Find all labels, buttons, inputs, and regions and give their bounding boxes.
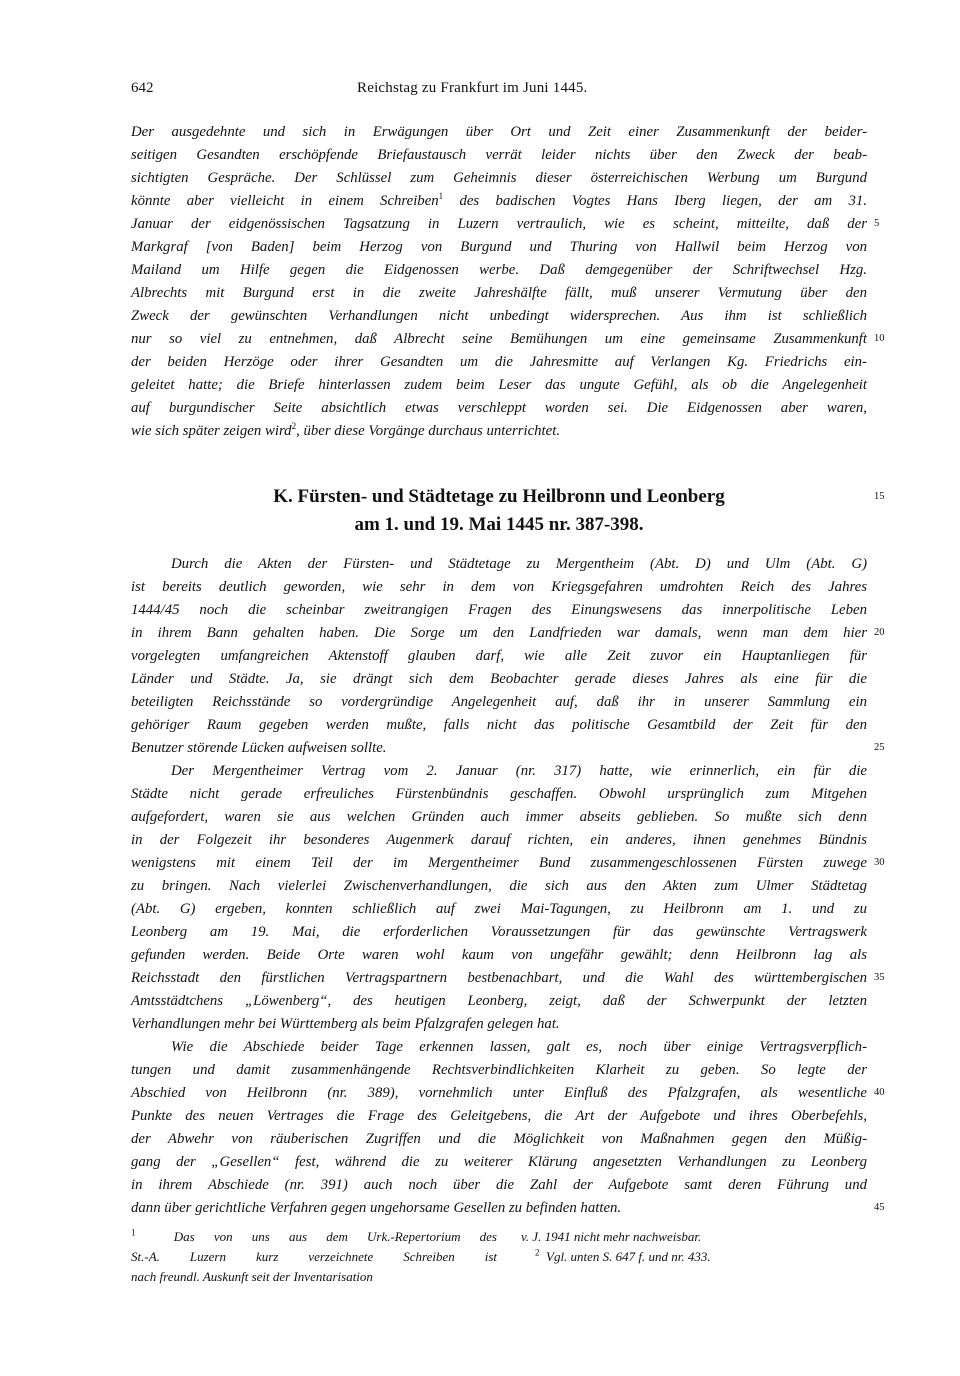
text-line: Zweck der gewünschten Verhandlungen nicht unbedingt widersprechen. Aus ihm ist schließlich <box>131 308 867 324</box>
footnote-marker-2: 2 <box>535 1247 540 1258</box>
text-line: könnte aber vielleicht in einem Schreiben$^1$ des badischen Vogtes Hans Iberg liegen, der am 31. <box>131 191 867 209</box>
text-line: 1444/45 noch die scheinbar zweitrangigen Fragen des Einungswesens das innerpolitische Leben <box>131 602 867 618</box>
text-line: seitigen Gesandten erschöpfende Briefaustausch verrät leider nichts über den Zweck der beab- <box>131 147 867 163</box>
page-number: 642 <box>131 80 154 96</box>
text-line: gehöriger Raum gegeben werden mußte, falls nicht das politische Gesamtbild der Zeit für den <box>131 717 867 733</box>
line-number: 10 <box>874 333 885 344</box>
line-number: 45 <box>874 1202 885 1213</box>
text-line: Punkte des neuen Vertrages die Frage des Geleitgebens, die Art der Aufgebote und ihres Oberbefehls, <box>131 1108 867 1124</box>
text-line: der beiden Herzöge oder ihrer Gesandten um die Jahresmitte auf Verlangen Kg. Friedrichs ein- <box>131 354 867 370</box>
text-line: Reichsstadt den fürstlichen Vertragspartnern bestbenachbart, und die Wahl des württembergischen <box>131 970 867 986</box>
section-heading-line-2: am 1. und 19. Mai 1445 nr. 387-398. <box>354 514 644 535</box>
footnote-1-line: St.-A. Luzern kurz verzeichnete Schreiben ist <box>131 1249 497 1264</box>
text-line: geleitet hatte; die Briefe hinterlassen zudem beim Leser das ungute Gefühl, als ob die Angelegenheit <box>131 377 867 393</box>
footnote-2: $^2$ Vgl. unten S. 647 f. und nr. 433. <box>535 1247 711 1264</box>
text-line: aufgefordert, waren sie aus welchen Gründen auch immer abseits geblieben. So mußte sich denn <box>131 809 867 825</box>
text-line: der Abwehr von räuberischen Zugriffen und die Möglichkeit von Maßnahmen gegen den Müßig- <box>131 1131 867 1147</box>
text-line: ist bereits deutlich geworden, wie sehr in dem von Kriegsgefahren umdrohten Reich des Jahres <box>131 579 867 595</box>
line-number: 35 <box>874 972 885 983</box>
footnote-1-line: $^1$ Das von uns aus dem Urk.-Repertorium des <box>131 1227 497 1244</box>
text-line: nur so viel zu entnehmen, daß Albrecht seine Bemühungen um eine gemeinsame Zusammenkunft <box>131 331 867 347</box>
text-line: gang der „Gesellen“ fest, während die zu weiterer Klärung angesetzten Verhandlungen zu Leonberg <box>131 1154 867 1170</box>
text-line: Januar der eidgenössischen Tagsatzung in Luzern vertraulich, wie es scheint, mitteilte, daß der <box>131 216 867 232</box>
text-line: wie sich später zeigen wird$^2$, über diese Vorgänge durchaus unterrichtet. <box>131 421 561 439</box>
text-line: Städte nicht gerade erfreuliches Fürstenbündnis geschaffen. Obwohl ursprünglich zum Mitgehen <box>131 786 867 802</box>
footnote-ref-2: 2 <box>291 421 297 432</box>
text-line: sichtigten Gespräche. Der Schlüssel zum Geheimnis dieser österreichischen Werbung um Burgund <box>131 170 867 186</box>
text-line: tungen und damit zusammenhängende Rechtsverbindlichkeiten Klarheit zu geben. So legte der <box>131 1062 867 1078</box>
line-number: 20 <box>874 627 885 638</box>
section-heading-line-1: K. Fürsten- und Städtetage zu Heilbronn und Leonberg <box>273 486 725 507</box>
text-line: Verhandlungen mehr bei Württemberg als beim Pfalzgrafen gelegen hat. <box>131 1016 560 1032</box>
text-line: wenigstens mit einem Teil der im Mergentheimer Bund zusammengeschlossenen Fürsten zuwege <box>131 855 867 871</box>
text-line: Mailand um Hilfe gegen die Eidgenossen werbe. Daß demgegenüber der Schriftwechsel Hzg. <box>131 262 867 278</box>
line-number: 15 <box>874 491 885 502</box>
text-line: Benutzer störende Lücken aufweisen sollte. <box>131 740 387 756</box>
footnote-marker-1: 1 <box>131 1227 136 1238</box>
text-line: Durch die Akten der Fürsten- und Städtetage zu Mergentheim (Abt. D) und Ulm (Abt. G) <box>171 556 867 572</box>
text-line: in der Folgezeit ihr besonderes Augenmerk darauf richten, ein anderes, ihnen genehmes Bündnis <box>131 832 867 848</box>
text-line: dann über gerichtliche Verfahren gegen ungehorsame Gesellen zu befinden hatten. <box>131 1200 622 1216</box>
text-line: gefunden werden. Beide Orte waren wohl kaum von ungefähr gewählt; denn Heilbronn lag als <box>131 947 867 963</box>
footnote-1-line: nach freundl. Auskunft seit der Inventarisation <box>131 1269 373 1284</box>
text-line: in ihrem Abschiede (nr. 391) auch noch über die Zahl der Aufgebote samt deren Führung und <box>131 1177 867 1193</box>
text-line: zu bringen. Nach vielerlei Zwischenverhandlungen, die sich aus den Akten zum Ulmer Städtetag <box>131 878 867 894</box>
text-line: Länder und Städte. Ja, sie drängt sich dem Beobachter gerade dieses Jahres als eine für die <box>131 671 867 687</box>
text-line: Albrechts mit Burgund erst in die zweite Jahreshälfte fällt, muß unserer Vermutung über den <box>131 285 867 301</box>
text-line: Leonberg am 19. Mai, die erforderlichen Voraussetzungen für das gewünschte Vertragswerk <box>131 924 867 940</box>
text-line: Wie die Abschiede beider Tage erkennen lassen, galt es, noch über einige Vertragsverpflich- <box>171 1039 867 1055</box>
text-line: Der Mergentheimer Vertrag vom 2. Januar (nr. 317) hatte, wie erinnerlich, ein für die <box>171 763 867 779</box>
line-number: 40 <box>874 1087 885 1098</box>
text-line: Markgraf [von Baden] beim Herzog von Burgund und Thuring von Hallwil beim Herzog von <box>131 239 867 255</box>
text-line: Amtsstädtchens „Löwenberg“, des heutigen Leonberg, zeigt, daß der Schwerpunkt der letzten <box>131 993 867 1009</box>
footnote-1-line: v. J. 1941 nicht mehr nachweisbar. <box>521 1229 702 1244</box>
text-line: (Abt. G) ergeben, konnten schließlich auf zwei Mai-Tagungen, zu Heilbronn am 1. und zu <box>131 901 867 917</box>
text-line: vorgelegten umfangreichen Aktenstoff glauben darf, wie alle Zeit zuvor ein Hauptanliegen für <box>131 648 867 664</box>
text-line: Abschied von Heilbronn (nr. 389), vornehmlich unter Einfluß des Pfalzgrafen, als wesentliche <box>131 1085 867 1101</box>
line-number: 5 <box>874 218 880 229</box>
line-number: 25 <box>874 742 885 753</box>
text-line: beteiligten Reichsstände so vordergründige Angelegenheit auf, daß ihr in unserer Sammlung ein <box>131 694 867 710</box>
line-number: 30 <box>874 857 885 868</box>
running-title: Reichstag zu Frankfurt im Juni 1445. <box>357 80 588 96</box>
text-line: Der ausgedehnte und sich in Erwägungen über Ort und Zeit einer Zusammenkunft der beider- <box>131 124 867 140</box>
footnote-ref-1: 1 <box>438 191 444 202</box>
text-line: auf burgundischer Seite absichtlich etwas verschleppt worden sei. Die Eidgenossen aber waren, <box>131 400 867 416</box>
text-line: in ihrem Bann gehalten haben. Die Sorge um den Landfrieden war damals, wenn man dem hier <box>131 625 867 641</box>
